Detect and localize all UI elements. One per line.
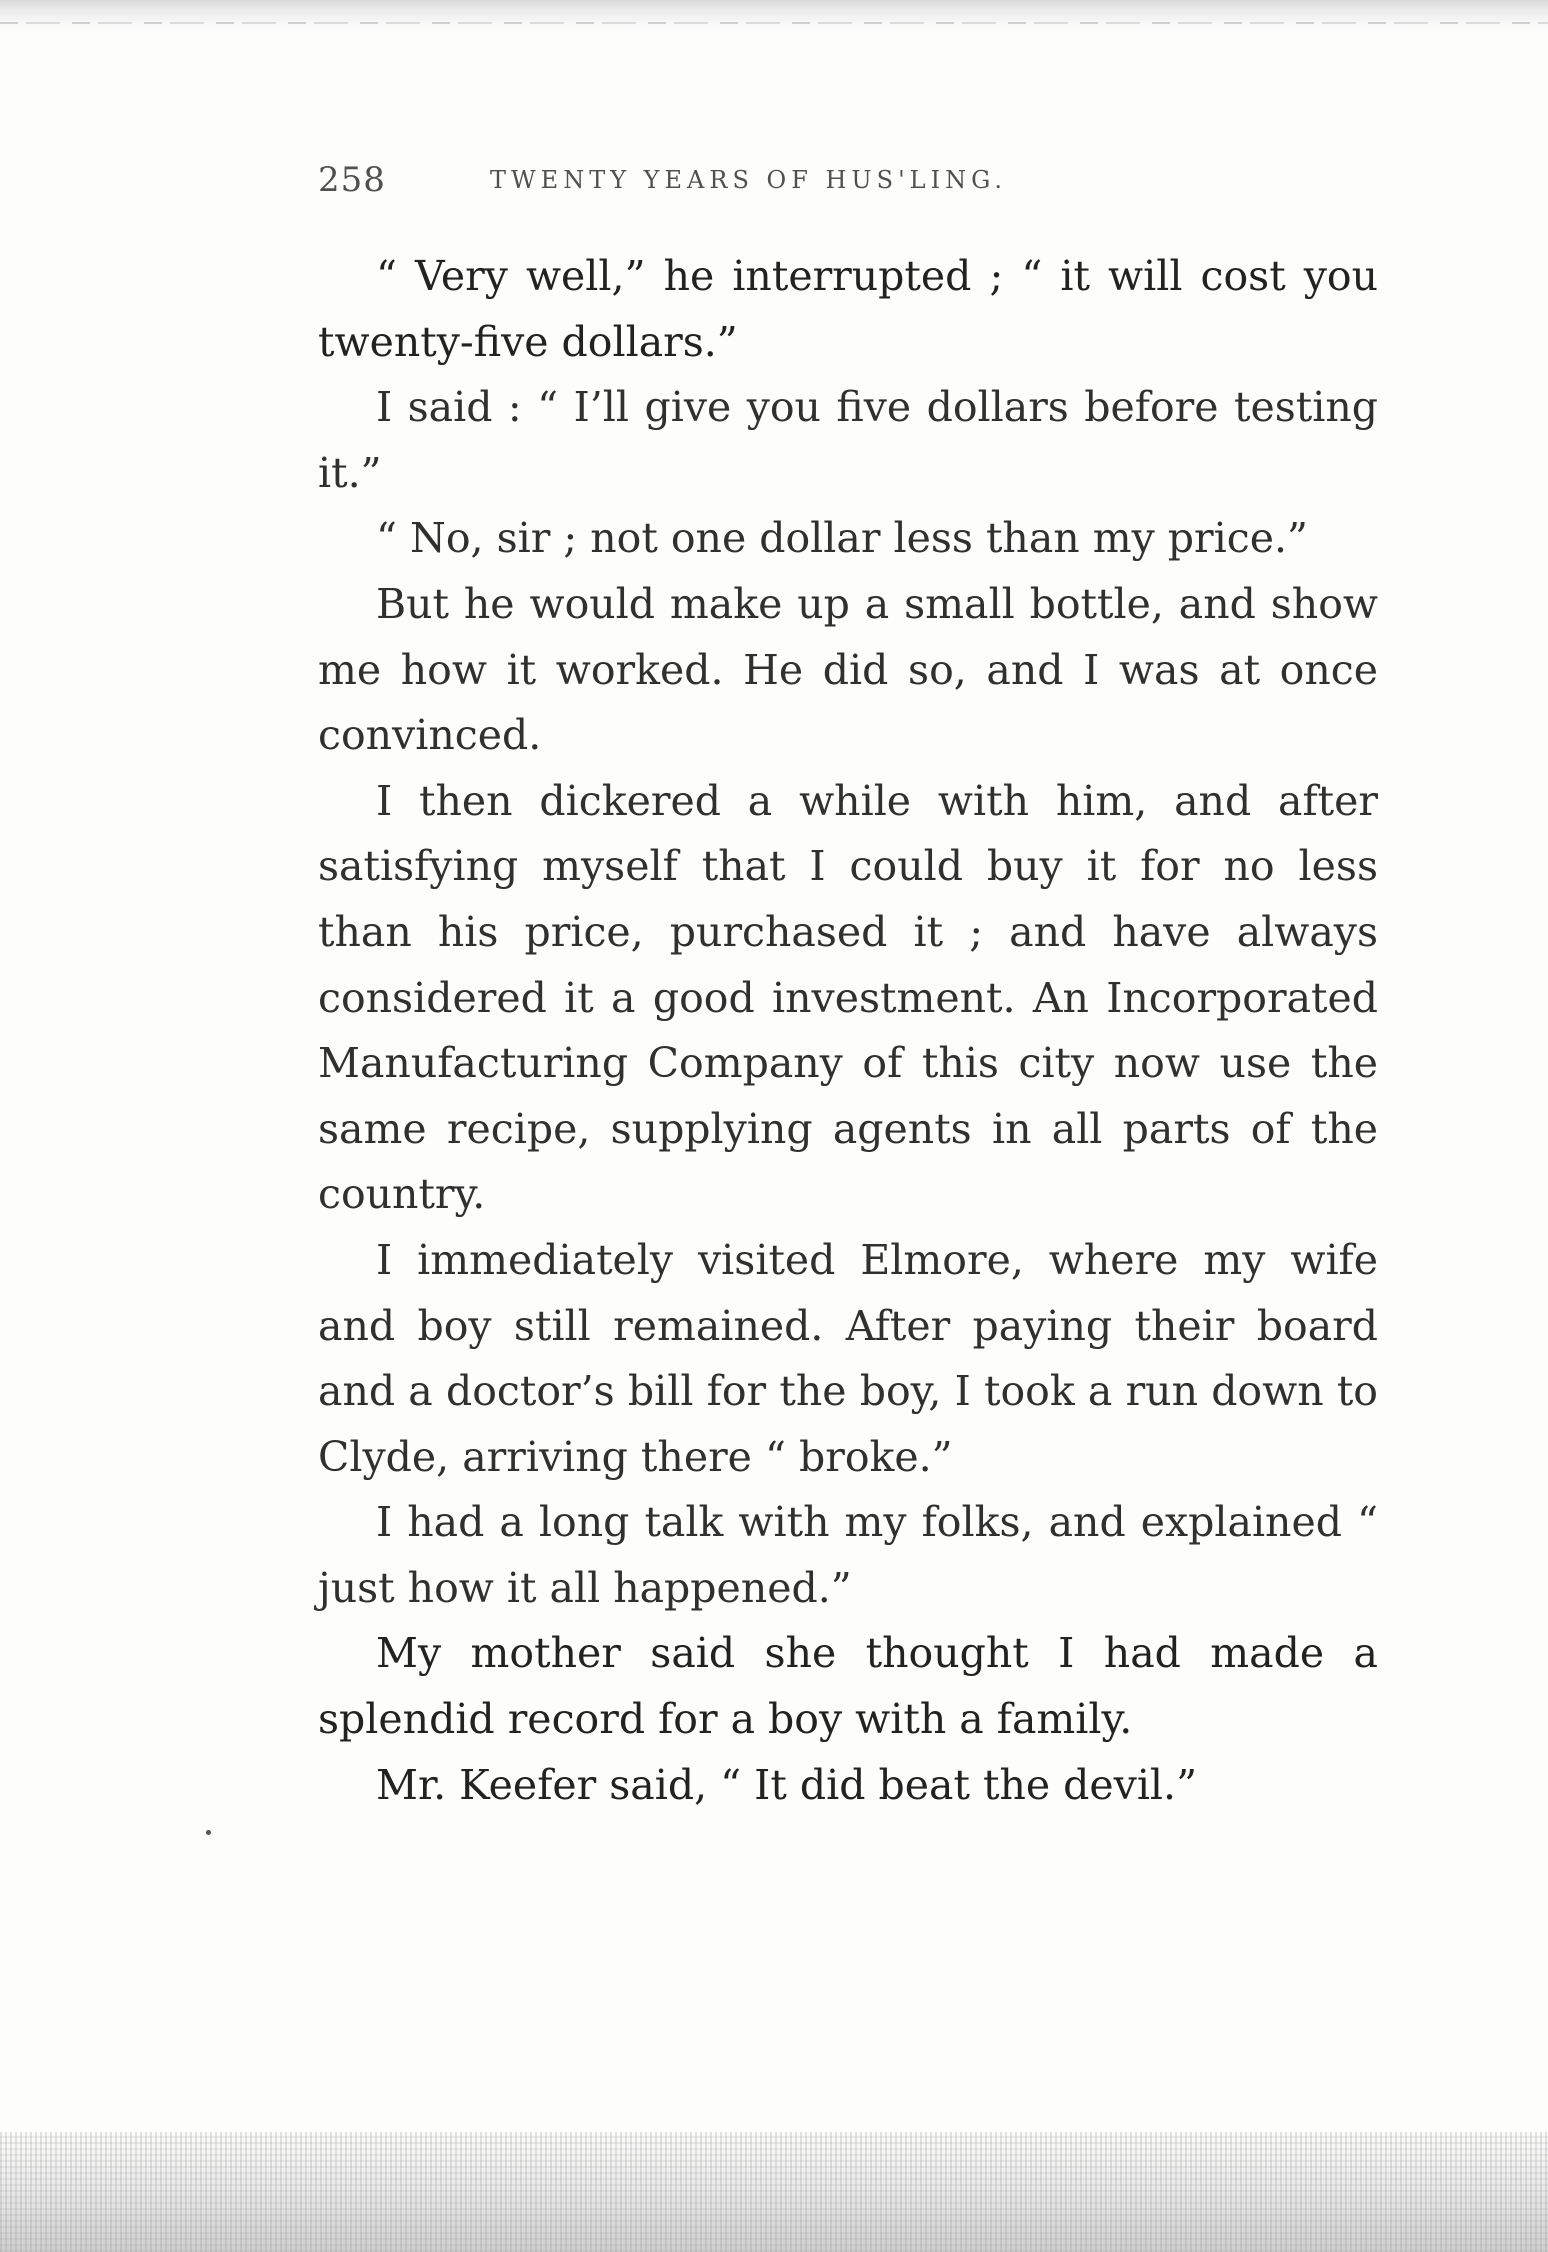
scanned-bottom-edge xyxy=(0,2132,1548,2252)
running-title: TWENTY YEARS OF HUS'LING. xyxy=(490,166,1008,194)
ink-speck xyxy=(206,1830,211,1835)
scanned-top-edge xyxy=(0,0,1548,34)
paragraph-7: I had a long talk with my folks, and explained “ just how it all happened.” xyxy=(318,1498,1378,1612)
paragraph-8: My mother said she thought I had made a splendid record for a boy with a family. xyxy=(318,1629,1378,1744)
body-text xyxy=(318,244,1378,1818)
page-header xyxy=(318,160,1218,210)
paragraph-6: I immediately visited Elmore, where my wife and boy still remained. After paying their board and a doctor’s bill for the boy, I took a run down to Clyde, arriving there “ broke.” xyxy=(318,1235,1378,1481)
paragraph-5: I then dickered a while with him, and after satisfying myself that I could buy it for no less than his price, purchased it ; and have always considered it a good investment. An Incorporated Manufacturing Company of this city now use the same recipe, supplying agents in all parts of the country. xyxy=(318,776,1378,1219)
paragraph-2: I said : “ I’ll give you five dollars before testing it.” xyxy=(318,383,1378,497)
paragraph-1: “ Very well,” he interrupted ; “ it will cost you twenty-five dollars.” xyxy=(318,252,1378,366)
paragraph-4: But he would make up a small bottle, and show me how it worked. He did so, and I was at once convinced. xyxy=(318,579,1378,760)
paragraph-9: Mr. Keefer said, “ It did beat the devil.” xyxy=(376,1760,1198,1809)
paragraph-3: “ No, sir ; not one dollar less than my price.” xyxy=(376,514,1308,563)
page-number: 258 xyxy=(318,160,386,200)
